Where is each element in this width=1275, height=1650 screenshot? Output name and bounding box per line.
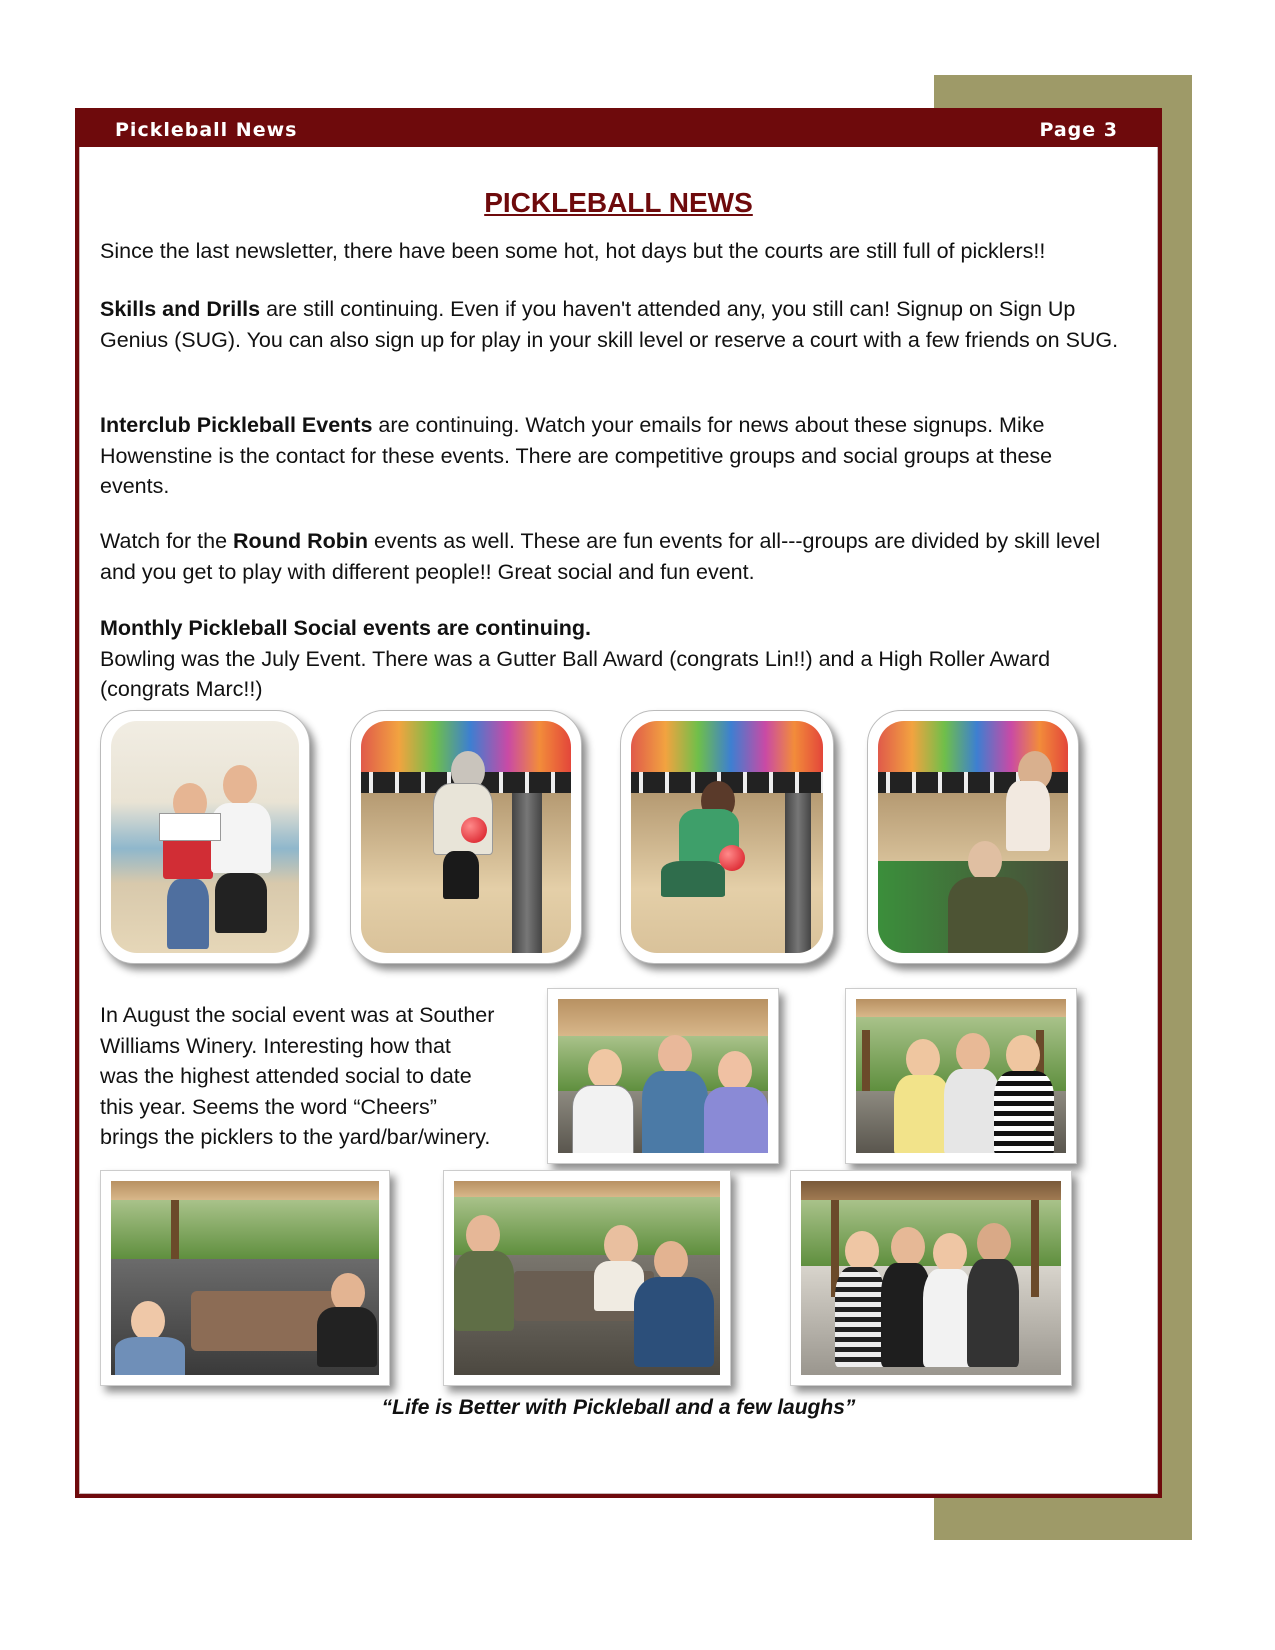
bowling-photo-award	[100, 710, 310, 964]
monthly-paragraph	[100, 613, 1120, 705]
winery-photo-group	[790, 1170, 1072, 1386]
page-number: Page 3	[1039, 119, 1118, 141]
interclub-text: are continuing. Watch your emails for news about these signups. Mike Howenstine is the contact for these events. There are competitive groups and social groups at these events.	[100, 413, 1053, 498]
winery-photo-trio-1	[547, 988, 779, 1164]
august-line-5: brings the picklers to the yard/bar/winery.	[100, 1125, 491, 1149]
roundrobin-pre: Watch for the	[100, 529, 234, 553]
skills-paragraph	[100, 294, 1120, 355]
interclub-paragraph	[100, 410, 1120, 502]
photo-image	[111, 721, 299, 953]
winery-photo-trio-2	[845, 988, 1077, 1164]
photo-image	[454, 1181, 720, 1375]
august-line-3: was the highest attended social to date	[100, 1064, 472, 1088]
skills-heading: Skills and Drills	[100, 297, 261, 321]
roundrobin-heading: Round Robin	[233, 529, 368, 553]
winery-photo-table-1	[100, 1170, 390, 1386]
newsletter-name: Pickleball News	[115, 119, 298, 141]
august-line-2: Williams Winery. Interesting how that	[100, 1033, 451, 1058]
photo-image	[631, 721, 823, 953]
august-paragraph	[100, 1000, 530, 1153]
photo-image	[558, 999, 768, 1153]
intro-paragraph	[100, 236, 1120, 267]
bowling-text: Bowling was the July Event. There was a Gutter Ball Award (congrats Lin!!) and a High Roller Award (congrats Marc!!)	[100, 646, 1051, 701]
roundrobin-paragraph	[100, 526, 1120, 587]
photo-image	[878, 721, 1068, 953]
photo-image	[801, 1181, 1061, 1375]
bowling-photo-spectators	[867, 710, 1079, 964]
bowling-photo-bowler-2	[620, 710, 834, 964]
roundrobin-text: events as well. These are fun events for all---groups are divided by skill level and you get to play with different people!! Great social and fun event.	[100, 529, 1101, 584]
august-line-1: In August the social event was at Souther	[100, 1003, 495, 1027]
monthly-heading: Monthly Pickleball Social events are continuing.	[100, 616, 592, 640]
closing-quote: “Life is Better with Pickleball and a few laughs”	[381, 1396, 856, 1419]
intro-text: Since the last newsletter, there have been some hot, hot days but the courts are still full of picklers!!	[100, 239, 1046, 263]
photo-image	[361, 721, 571, 953]
photo-image	[856, 999, 1066, 1153]
newsletter-page	[75, 108, 1162, 1498]
photo-image	[111, 1181, 379, 1375]
bowling-photo-bowler-1	[350, 710, 582, 964]
header-bar	[79, 112, 1158, 147]
page-title: PICKLEBALL NEWS	[484, 187, 753, 218]
august-line-4: this year. Seems the word “Cheers”	[100, 1094, 437, 1119]
skills-text: are still continuing. Even if you haven't attended any, you still can! Signup on Sign Up Genius (SUG). You can also sign up for play in your skill level or reserve a court with a few friends on SUG.	[100, 297, 1119, 352]
winery-photo-table-2	[443, 1170, 731, 1386]
interclub-heading: Interclub Pickleball Events	[100, 413, 373, 437]
